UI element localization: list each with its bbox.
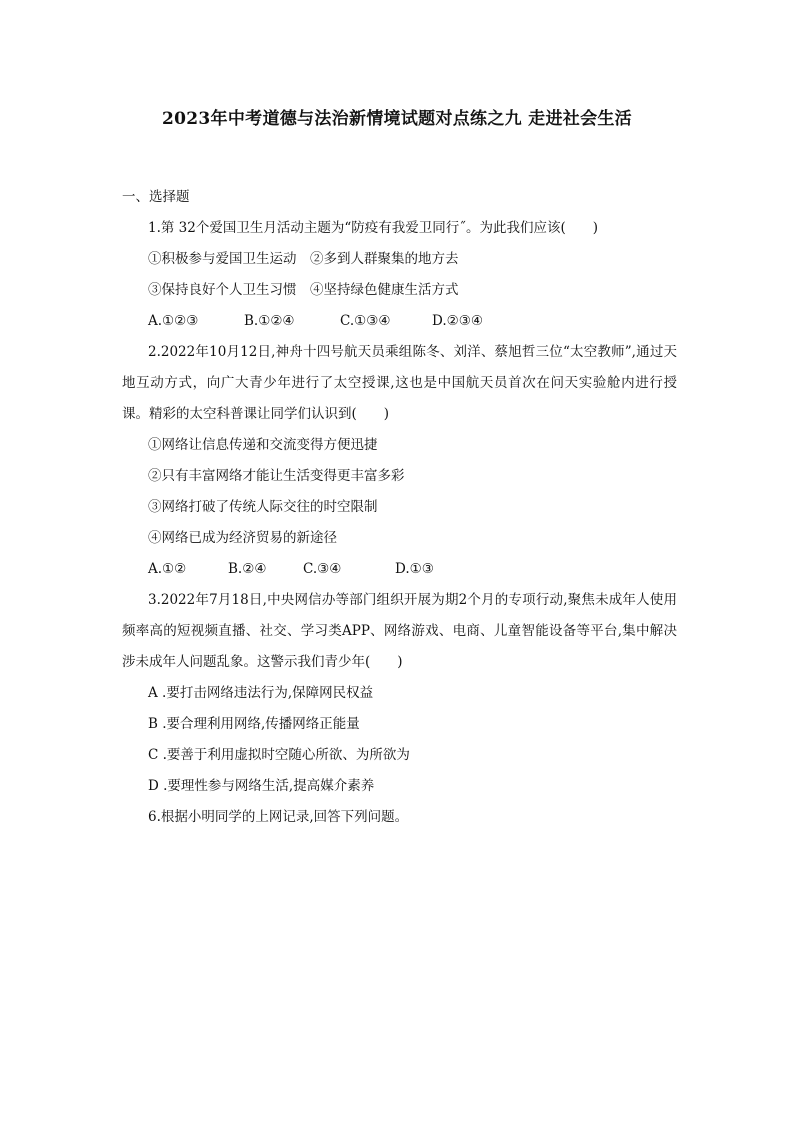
- question-1-options: [122, 306, 677, 337]
- question-2-statement: ②只有丰富网络才能让生活变得更丰富多彩: [148, 468, 405, 484]
- question-1-statement: ③保持良好个人卫生习惯 ④坚持绿色健康生活方式: [148, 282, 459, 298]
- section-heading: 一、选择题: [122, 189, 190, 205]
- question-1-stem: 1.第 32个爱国卫生月活动主题为“防疫有我爱卫同行˝。为此我们应该( ): [148, 220, 599, 236]
- question-2-option-d: D.①③: [395, 561, 434, 577]
- document-title: 2023年中考道德与法治新情境试题对点练之九 走进社会生活: [162, 109, 632, 129]
- question-2-option-b: B.②④: [228, 561, 267, 577]
- question-2-option-c: C.③④: [303, 561, 342, 577]
- question-3-option-b: B .要合理利用网络,传播网络正能量: [148, 716, 360, 732]
- question-2-statement: ④网络已成为经济贸易的新途径: [148, 530, 337, 546]
- question-2-options: [122, 554, 677, 585]
- question-3-option-a: A .要打击网络违法行为,保障网民权益: [148, 685, 374, 701]
- question-2-statement: ③网络打破了传统人际交往的时空限制: [148, 499, 378, 515]
- question-3-option-c: C .要善于利用虚拟时空随心所欲、为所欲为: [148, 747, 410, 763]
- question-1-option-c: C.①③④: [340, 313, 391, 329]
- question-2-option-a: A.①②: [148, 561, 187, 577]
- question-1-statement: ①积极参与爱国卫生运动 ②多到人群聚集的地方去: [148, 251, 459, 267]
- question-2-statement: ①网络让信息传递和交流变得方便迅捷: [148, 437, 378, 453]
- question-2-stem: 2.2022年10月12日,神舟十四号航天员乘组陈冬、刘洋、蔡旭哲三位“太空教师”,通过天地互动方式，向广大青少年进行了太空授课,这也是中国航天员首次在问天实验舱内进行授课。精彩的太空科普课让同学们认识到( ): [122, 344, 677, 422]
- question-3-stem: 3.2022年7月18日,中央网信办等部门组织开展为期2个月的专项行动,聚焦未成年人使用频率高的短视频直播、社交、学习类APP、网络游戏、电商、儿童智能设备等平台,集中解决涉未成年人问题乱象。这警示我们青少年( ): [122, 592, 677, 670]
- question-3-option-d: D .要理性参与网络生活,提高媒介素养: [148, 778, 375, 794]
- question-1-option-b: B.①②④: [244, 313, 295, 329]
- question-6-stem: 6.根据小明同学的上网记录,回答下列问题。: [148, 809, 409, 825]
- document-body: [122, 182, 677, 833]
- question-1-option-a: A.①②③: [148, 313, 199, 329]
- question-1-option-d: D.②③④: [432, 313, 483, 329]
